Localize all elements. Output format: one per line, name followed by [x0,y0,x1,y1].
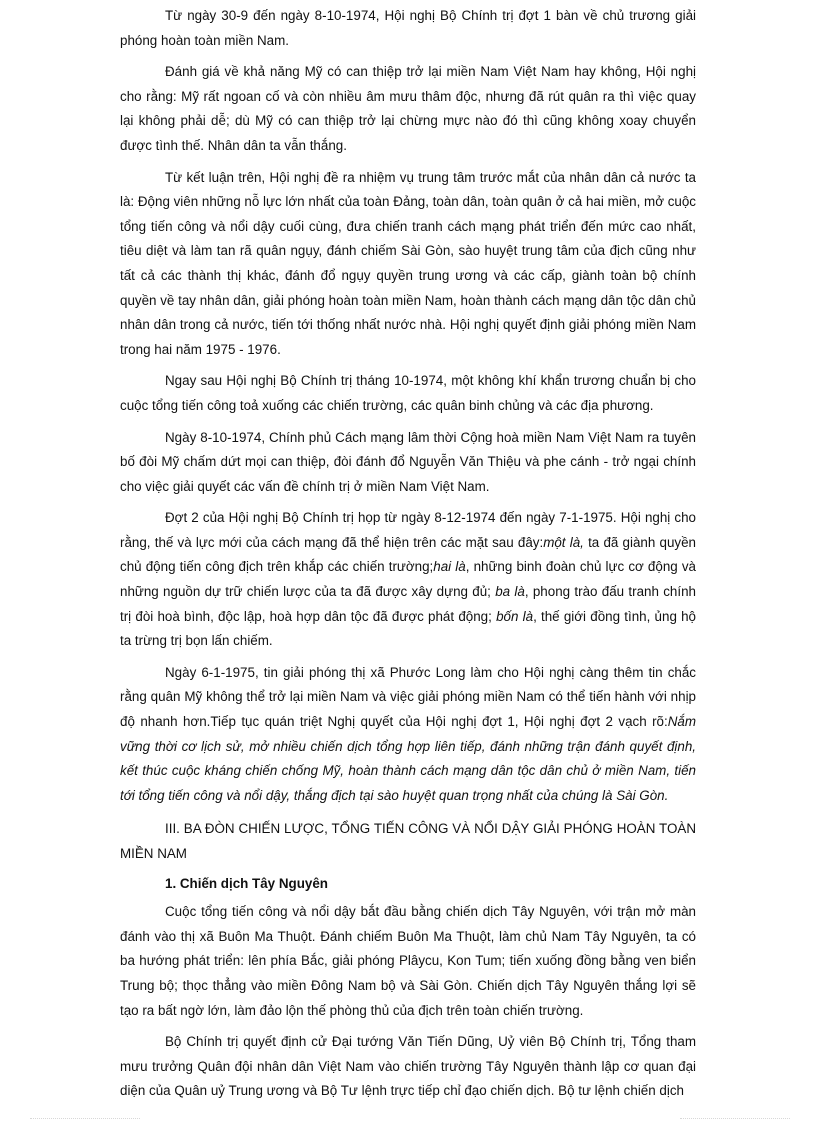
paragraph-6-emphasis-3: ba là [495,584,525,600]
paragraph-6-text-3: , những binh đoàn chủ lực cơ động và những nguồn dự trữ chiến lược của ta đã được xây dựng đủ; [120,559,696,600]
section-heading: III. BA ĐÒN CHIẾN LƯỢC, TỔNG TIẾN CÔNG VÀ NỔI DẬY GIẢI PHÓNG HOÀN TOÀN MIỀN NAM [120,821,696,861]
paragraph-4: Ngay sau Hội nghị Bộ Chính trị tháng 10-1974, một không khí khẩn trương chuẩn bị cho cuộc tổng tiến công toả xuống các chiến trường, các quân binh chủng và các địa phương. [120,373,696,413]
paragraph-8: Cuộc tổng tiến công và nổi dậy bắt đầu bằng chiến dịch Tây Nguyên, với trận mở màn đánh vào thị xã Buôn Ma Thuột. Đánh chiếm Buôn Ma Thuột, làm chủ Nam Tây Nguyên, ta có ba hướng phát triển: lên phía Bắc, giải phóng Plâycu, Kon Tum; tiến xuống đồng bằng ven biển Trung bộ; thọc thẳng vào miền Đông Nam bộ và Sài Gòn. Chiến dịch Tây Nguyên thắng lợi sẽ tạo ra bất ngờ lớn, làm đảo lộn thế phòng thủ của địch trên toàn chiến trường. [120,904,696,1018]
document-body [120,4,696,1111]
paragraph-6-text-2: ta đã giành quyền chủ động tiến công địch trên khắp các chiến trường; [120,534,696,575]
paragraph-5: Ngày 8-10-1974, Chính phủ Cách mạng lâm thời Cộng hoà miền Nam Việt Nam ra tuyên bố đòi Mỹ chấm dứt mọi can thiệp, đòi đánh đổ Nguyễn Văn Thiệu và phe cánh - trở ngại chính cho việc giải quyết các vấn đề chính trị ở miền Nam Việt Nam. [120,429,696,494]
footer-rule-right [680,1118,790,1120]
paragraph-7-text: Ngày 6-1-1975, tin giải phóng thị xã Phước Long làm cho Hội nghị càng thêm tin chắc rằng quân Mỹ không thể trở lại miền Nam và việc giải phóng miền Nam có thể tiến hành với nhịp độ nhanh hơn.Tiếp tục quán triệt Nghị quyết của Hội nghị đợt 1, Hội nghị đợt 2 vạch rõ: [120,664,696,730]
footer-rule-left [30,1118,140,1120]
paragraph-3: Từ kết luận trên, Hội nghị đề ra nhiệm vụ trung tâm trước mắt của nhân dân cả nước ta là: Động viên những nỗ lực lớn nhất của toàn Đảng, toàn dân, toàn quân ở cả hai miền, mở cuộc tổng tiến công và nổi dậy cuối cùng, đưa chiến tranh cách mạng phát triển đến mức cao nhất, tiêu diệt và làm tan rã quân ngụy, đánh chiếm Sài Gòn, sào huyệt trung tâm của địch cũng như tất cả các thành thị khác, đánh đổ ngụy quyền trung ương và các cấp, giành toàn bộ chính quyền về tay nhân dân, giải phóng hoàn toàn miền Nam, hoàn thành cách mạng dân tộc dân chủ nhân dân trong cả nước, tiến tới thống nhất nước nhà. Hội nghị quyết định giải phóng miền Nam trong hai năm 1975 - 1976. [120,169,696,357]
paragraph-2: Đánh giá về khả năng Mỹ có can thiệp trở lại miền Nam Việt Nam hay không, Hội nghị cho rằng: Mỹ rất ngoan cố và còn nhiều âm mưu thâm độc, nhưng đã rút quân ra thì việc quay lại không phải dễ; dù Mỹ có can thiệp trở lại chừng mực nào đó thì cũng không xoay chuyển được tình thế. Nhân dân ta vẫn thắng. [120,64,696,153]
subsection-heading: 1. Chiến dịch Tây Nguyên [165,875,328,891]
paragraph-6-text-1: Đợt 2 của Hội nghị Bộ Chính trị họp từ ngày 8-12-1974 đến ngày 7-1-1975. Hội nghị cho rằng, thế và lực mới của cách mạng đã thể hiện trên các mặt sau đây: [120,510,696,550]
paragraph-6-emphasis-1: một là, [543,534,584,550]
paragraph-7 [120,661,696,809]
paragraph-6 [120,506,696,654]
paragraph-6-emphasis-2: hai là [433,559,466,575]
paragraph-9: Bộ Chính trị quyết định cử Đại tướng Văn Tiến Dũng, Uỷ viên Bộ Chính trị, Tổng tham mưu trưởng Quân đội nhân dân Việt Nam vào chiến trường Tây Nguyên thành lập cơ quan đại diện của Quân uỷ Trung ương và Bộ Tư lệnh trực tiếp chỉ đạo chiến dịch. Bộ tư lệnh chiến dịch [120,1034,696,1099]
paragraph-1: Từ ngày 30-9 đến ngày 8-10-1974, Hội nghị Bộ Chính trị đợt 1 bàn về chủ trương giải phóng hoàn toàn miền Nam. [120,8,696,48]
paragraph-6-text-4: , phong trào đấu tranh chính trị đòi hoà bình, độc lập, hoà hợp dân tộc đã được phát động; [120,584,696,624]
paragraph-7-emphasis: Nắm vững thời cơ lịch sử, mở nhiều chiến dịch tổng hợp liên tiếp, đánh những trận đánh quyết định, kết thúc cuộc kháng chiến chống Mỹ, hoàn thành cách mạng dân tộc dân chủ ở miền Nam, tiến tới tổng tiến công và nổi dậy, thắng địch tại sào huyệt quan trọng nhất của chúng là Sài Gòn. [120,714,696,803]
paragraph-6-text-5: , thế giới đồng tình, ủng hộ ta trừng trị bọn lấn chiếm. [120,608,697,649]
paragraph-6-emphasis-4: bốn là [496,608,534,624]
